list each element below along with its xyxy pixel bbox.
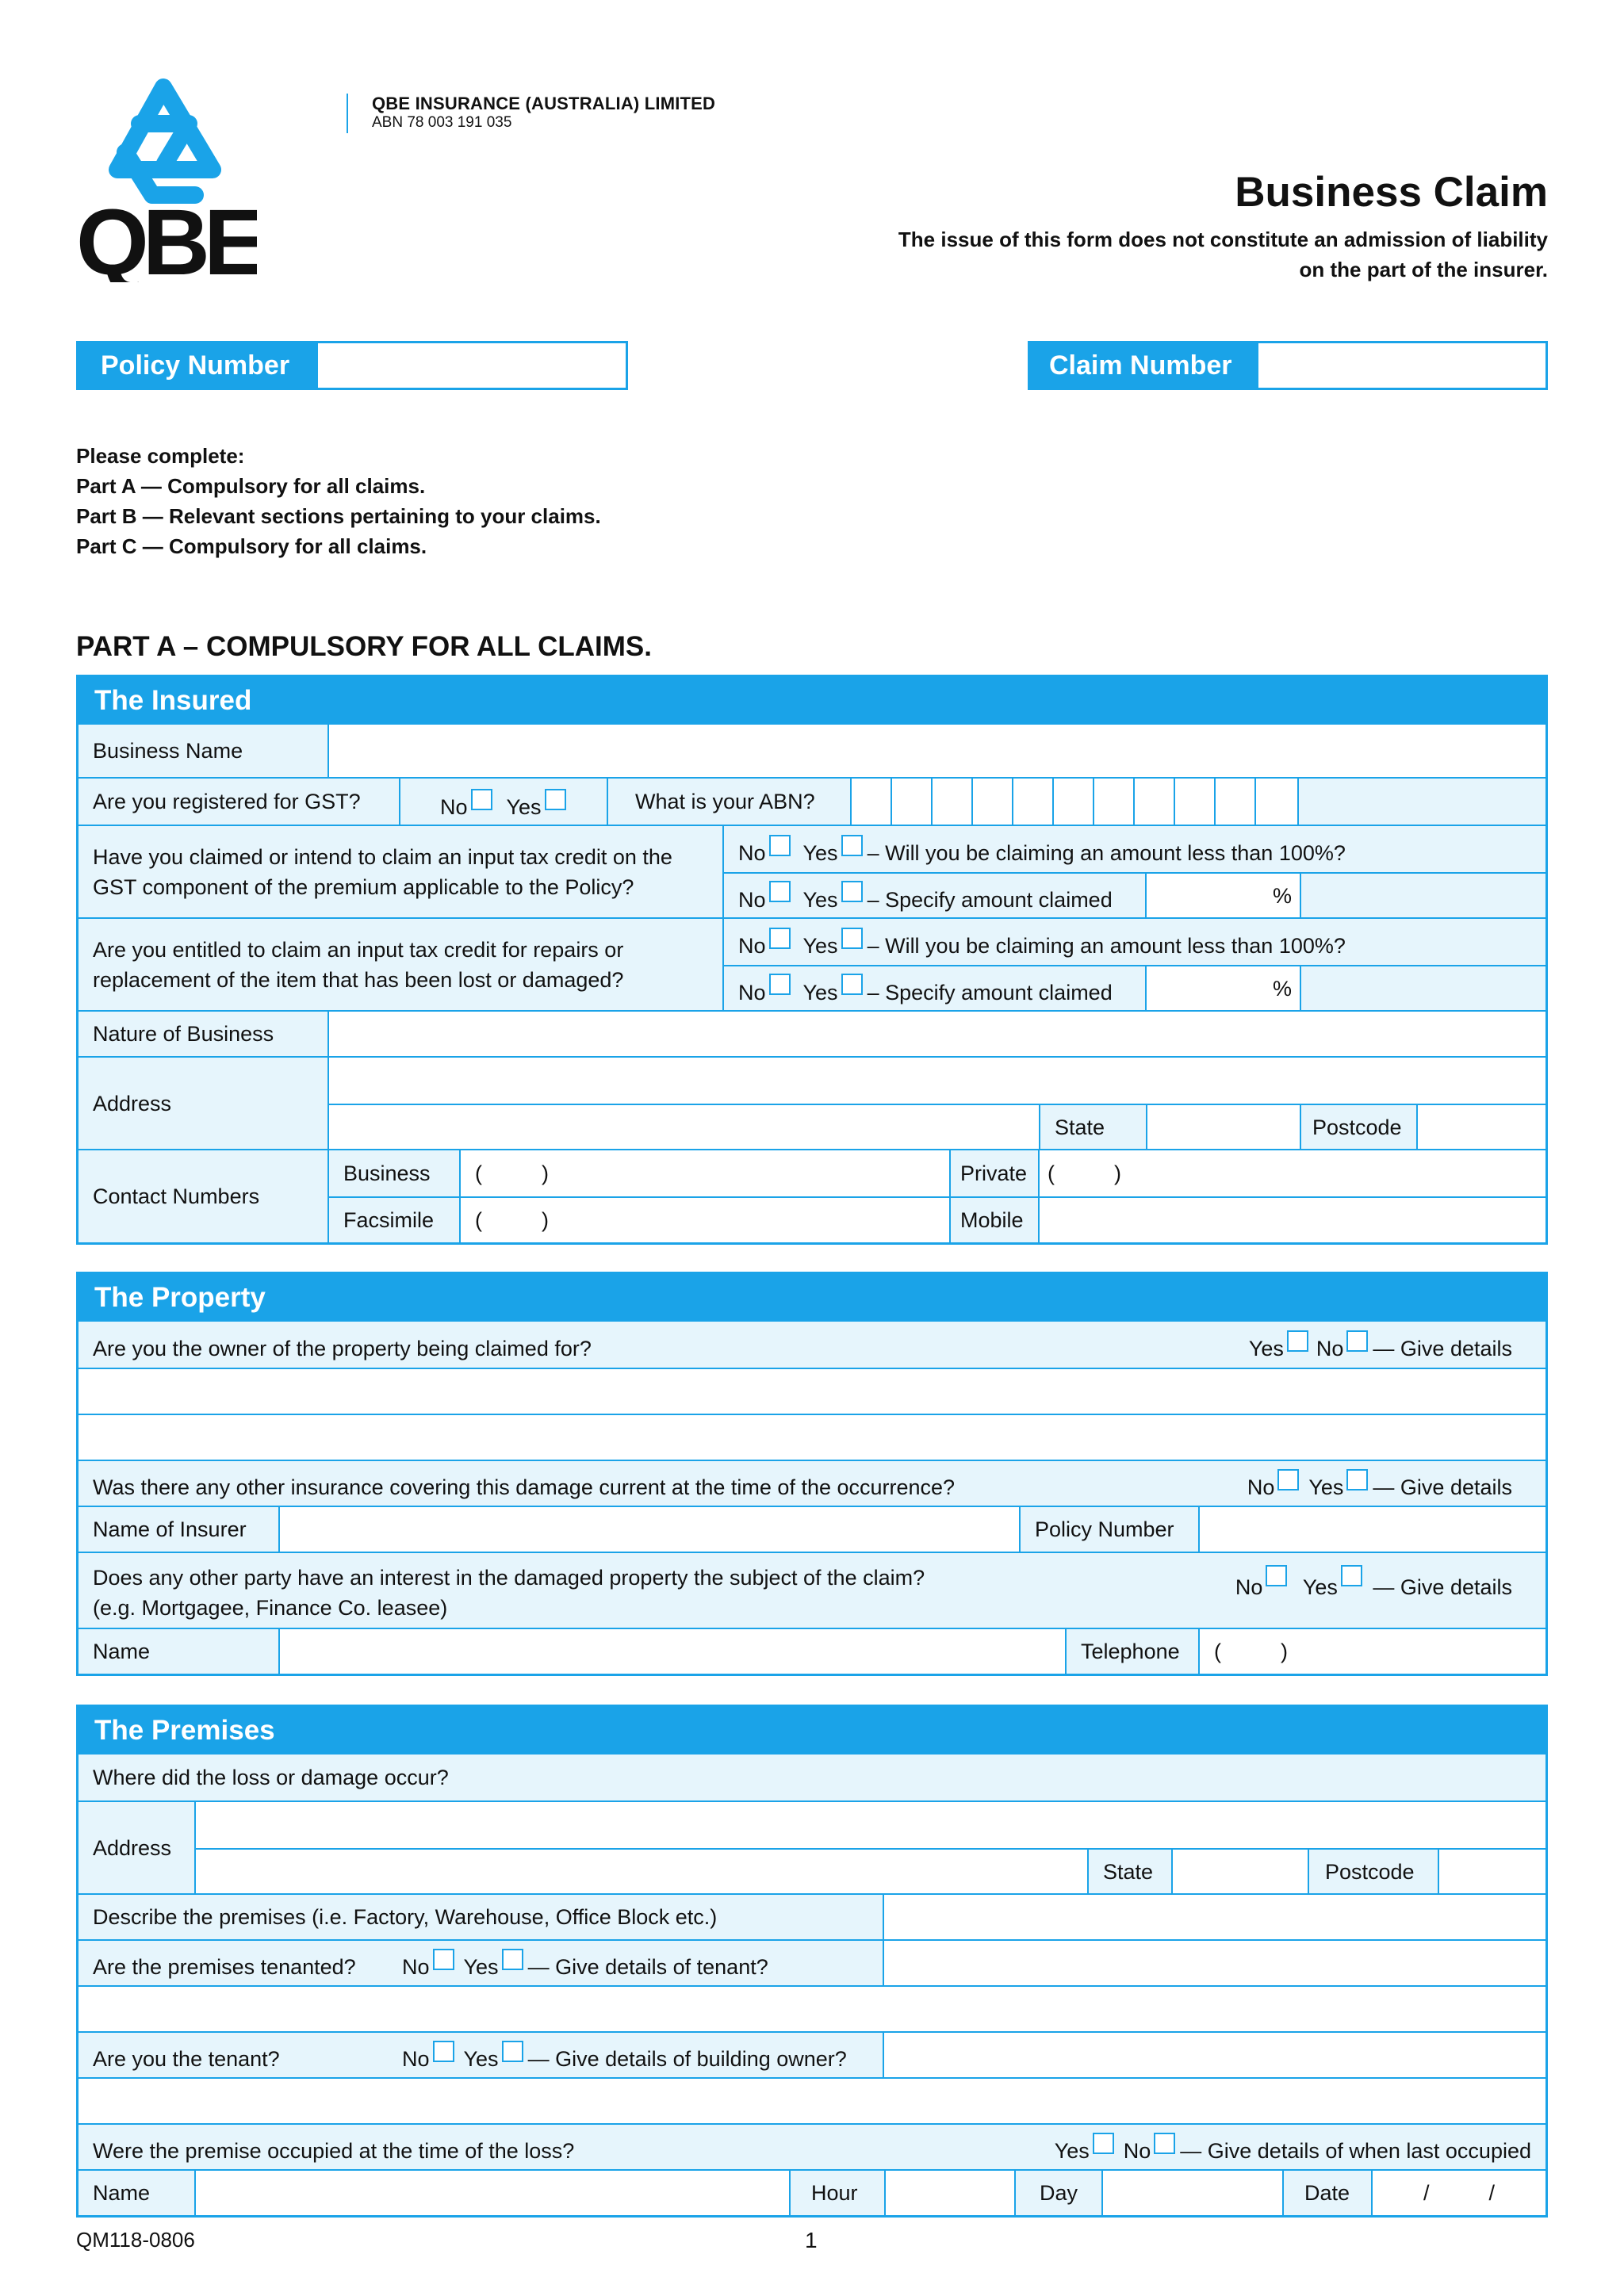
page-subtitle: The issue of this form does not constitute an admission of liability on the part of the insurer. — [898, 228, 1548, 281]
insurer-name-field[interactable] — [278, 1507, 1019, 1552]
label: What is your ABN? — [607, 779, 850, 825]
abn-field[interactable] — [850, 779, 1297, 825]
business-phone-field[interactable]: ( ) — [459, 1150, 949, 1196]
row-contact: Contact Numbers Business ( ) Private ( ) Facsimile ( ) Mobile — [79, 1149, 1545, 1242]
gst-options — [399, 779, 607, 825]
private-phone-field[interactable]: ( ) — [1038, 1150, 1545, 1196]
hour-field[interactable] — [884, 2171, 1014, 2215]
owner-details-line-2[interactable] — [79, 2079, 1545, 2123]
tenant-details-line-2[interactable] — [79, 1987, 1545, 2031]
qbe-logo-icon — [76, 76, 257, 282]
occupant-name-field[interactable] — [194, 2171, 789, 2215]
checkbox[interactable] — [1154, 2133, 1175, 2154]
date-field[interactable]: / / — [1371, 2171, 1545, 2215]
checkbox[interactable] — [545, 789, 566, 810]
address-line-2[interactable] — [329, 1105, 1039, 1149]
label: Are you entitled to claim an input tax credit for repairs or replacement of the item that has been lost or damaged? — [79, 919, 722, 1010]
row-gst — [79, 777, 1545, 825]
nature-field[interactable] — [327, 1012, 1545, 1056]
row-itc-repairs — [79, 917, 1545, 1010]
policy-number-box — [76, 341, 628, 390]
row-itc-premium — [79, 825, 1545, 917]
itc-repairs-options: No Yes – Will you be claiming an amount less than 100%? No Yes – Specify amount claimed % — [722, 919, 1545, 1010]
row-describe: Describe the premises (i.e. Factory, Warehouse, Office Block etc.) — [79, 1893, 1545, 1939]
checkbox[interactable] — [502, 2041, 523, 2062]
qbe-logo — [76, 76, 257, 282]
checkbox[interactable] — [841, 974, 863, 995]
insurer-policy-field[interactable] — [1198, 1507, 1545, 1552]
section-premises — [76, 1705, 1548, 2218]
row-occupied: Were the premise occupied at the time of the loss? Yes No — Give details of when last occupied — [79, 2123, 1545, 2169]
label: (e.g. Mortgagee, Finance Co. leasee) — [93, 1596, 448, 1620]
postcode-field[interactable] — [1416, 1105, 1545, 1149]
section-property — [76, 1272, 1548, 1676]
checkbox[interactable] — [1093, 2133, 1114, 2154]
spacer — [1297, 779, 1545, 825]
instructions-heading: Please complete: — [76, 444, 245, 468]
claim-number-box — [1028, 341, 1548, 390]
row-interest: Does any other party have an interest in the damaged property the subject of the claim? (e.g. Mortgagee, Finance Co. leasee) No Yes — Give details — [79, 1552, 1545, 1628]
day-field[interactable] — [1101, 2171, 1282, 2215]
row-tenanted: Are the premises tenanted? No Yes — Give details of tenant? — [79, 1939, 1545, 1985]
checkbox[interactable] — [841, 881, 863, 902]
row-owner: Are you the owner of the property being claimed for? Yes No — Give details — [79, 1322, 1545, 1368]
page-number: 1 — [805, 2228, 818, 2252]
option-label: No — [440, 795, 468, 819]
row-interest-name: Name Telephone ( ) — [79, 1628, 1545, 1674]
row-premises-address: Address State Postcode — [79, 1800, 1545, 1893]
party-name-field[interactable] — [278, 1629, 1065, 1674]
owner-details-line-1[interactable] — [79, 1369, 1545, 1414]
owner-details-line-2[interactable] — [79, 1415, 1545, 1460]
company-block — [347, 94, 715, 133]
instructions — [76, 441, 601, 561]
checkbox[interactable] — [769, 928, 791, 949]
policy-number-field[interactable] — [318, 343, 626, 388]
instructions-part-b: Part B — Relevant sections pertaining to your claims. — [76, 504, 601, 528]
company-name: QBE INSURANCE (AUSTRALIA) LIMITED — [372, 94, 716, 113]
premises-postcode-field[interactable] — [1438, 1850, 1545, 1893]
section-heading: The Property — [79, 1274, 1545, 1322]
page-title: Business Claim — [1235, 169, 1548, 216]
label: Business Name — [79, 725, 327, 777]
checkbox[interactable] — [433, 1949, 454, 1970]
company-abn: ABN 78 003 191 035 — [372, 114, 512, 131]
row-nature — [79, 1010, 1545, 1056]
party-telephone-field[interactable]: ( ) — [1198, 1629, 1545, 1674]
checkbox[interactable] — [769, 835, 791, 856]
label: Are you the owner of the property being claimed for? — [93, 1337, 592, 1360]
amount-field[interactable]: % — [1145, 966, 1300, 1010]
premises-address-line-2[interactable] — [196, 1850, 1087, 1893]
claim-number-field[interactable] — [1258, 343, 1545, 388]
row-business-name — [79, 725, 1545, 777]
part-a-heading: PART A – COMPULSORY FOR ALL CLAIMS. — [76, 631, 652, 662]
business-name-field[interactable] — [327, 725, 1545, 777]
tenant-details-field[interactable] — [883, 1941, 1545, 1985]
label: Nature of Business — [79, 1012, 327, 1056]
label: Contact Numbers — [79, 1150, 327, 1242]
policy-number-label: Policy Number — [79, 343, 318, 388]
checkbox[interactable] — [1346, 1330, 1368, 1352]
fax-field[interactable]: ( ) — [459, 1198, 949, 1242]
row-other-insurance: Was there any other insurance covering this damage current at the time of the occurrence? No Yes — Give details — [79, 1460, 1545, 1506]
mobile-field[interactable] — [1038, 1198, 1545, 1242]
address-line-1[interactable] — [329, 1058, 1545, 1104]
checkbox[interactable] — [433, 2041, 454, 2062]
svg-text:QBE: QBE — [76, 190, 257, 282]
option-label: Yes — [506, 795, 542, 819]
label: Have you claimed or intend to claim an input tax credit on the GST component of the premium applicable to the Policy? — [79, 826, 722, 917]
describe-field[interactable] — [883, 1895, 1545, 1939]
label: Are you registered for GST? — [79, 779, 399, 825]
premises-address-line-1[interactable] — [196, 1802, 1545, 1848]
checkbox[interactable] — [1277, 1469, 1299, 1490]
checkbox[interactable] — [841, 835, 863, 856]
claim-number-label: Claim Number — [1030, 343, 1258, 388]
premises-state-field[interactable] — [1171, 1850, 1308, 1893]
amount-field[interactable]: % — [1145, 874, 1300, 917]
checkbox[interactable] — [769, 974, 791, 995]
checkbox[interactable] — [1266, 1565, 1287, 1586]
section-heading: The Insured — [79, 677, 1545, 725]
section-insured — [76, 675, 1548, 1245]
instructions-part-a: Part A — Compulsory for all claims. — [76, 474, 426, 498]
label: Was there any other insurance covering this damage current at the time of the occurrence? — [93, 1475, 956, 1499]
checkbox[interactable] — [841, 928, 863, 949]
label: Does any other party have an interest in the damaged property the subject of the claim? — [93, 1566, 925, 1590]
checkbox[interactable] — [1287, 1330, 1308, 1352]
state-field[interactable] — [1146, 1105, 1300, 1149]
checkbox[interactable] — [1341, 1565, 1362, 1586]
instructions-part-c: Part C — Compulsory for all claims. — [76, 534, 427, 558]
owner-details-field[interactable] — [883, 2033, 1545, 2077]
checkbox[interactable] — [471, 789, 492, 810]
row-where: Where did the loss or damage occur? — [79, 1755, 1545, 1800]
section-heading: The Premises — [79, 1707, 1545, 1755]
itc-premium-options: No Yes – Will you be claiming an amount less than 100%? No Yes – Specify amount claimed % — [722, 826, 1545, 917]
row-occupied-name: Name Hour Day Date / / — [79, 2169, 1545, 2215]
checkbox[interactable] — [1346, 1469, 1368, 1490]
row-tenant: Are you the tenant? No Yes — Give details of building owner? — [79, 2031, 1545, 2077]
checkbox[interactable] — [502, 1949, 523, 1970]
row-insurer: Name of Insurer Policy Number — [79, 1506, 1545, 1552]
label: Address — [79, 1058, 327, 1149]
checkbox[interactable] — [769, 881, 791, 902]
form-code: QM118-0806 — [76, 2228, 195, 2252]
row-address: Address State Postcode — [79, 1056, 1545, 1149]
